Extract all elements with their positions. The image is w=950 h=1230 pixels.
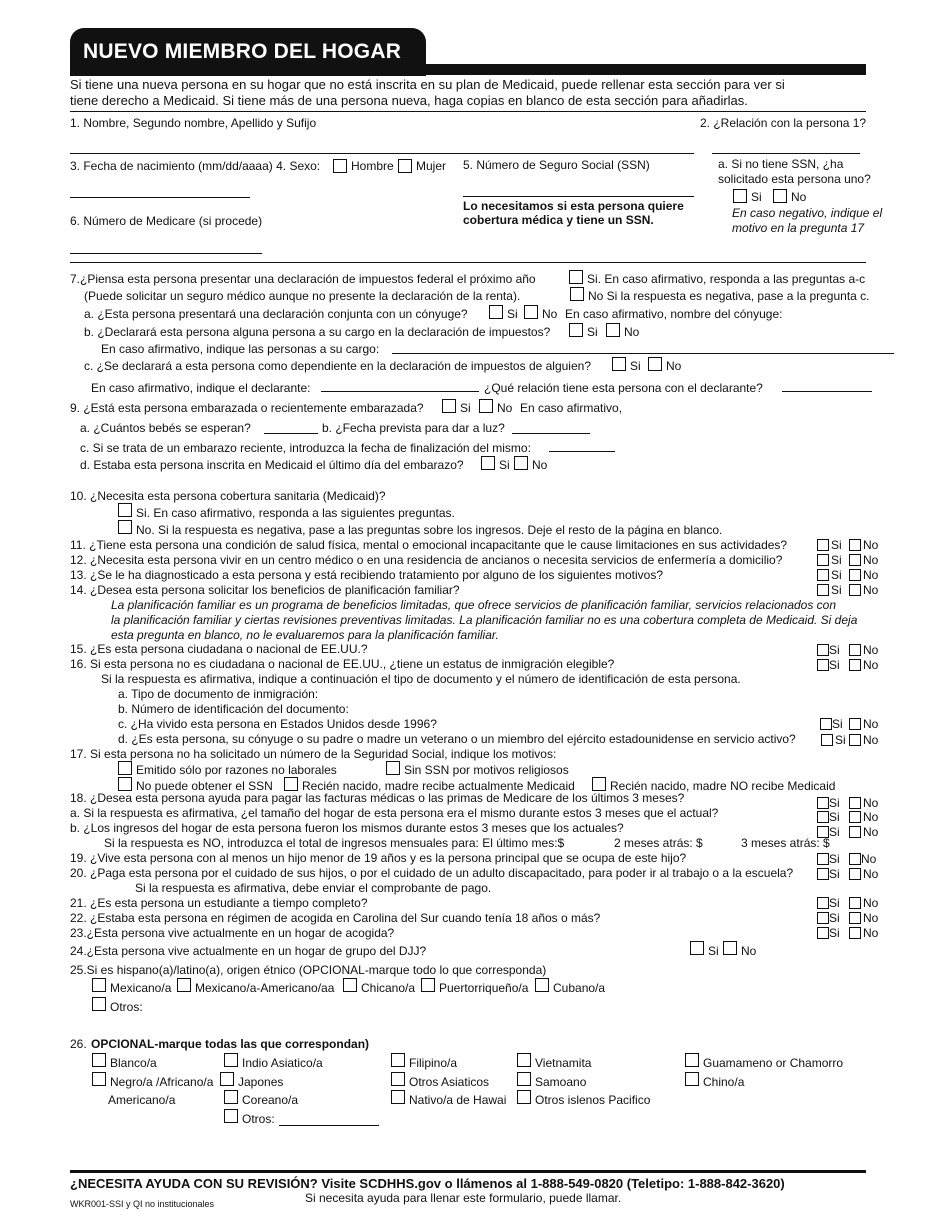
q9-text: 9. ¿Está esta persona embarazada o recientemente embarazada? bbox=[70, 401, 424, 415]
ssn-applied-no-checkbox[interactable] bbox=[773, 189, 787, 203]
q23-si-label: Si bbox=[829, 926, 840, 940]
divider bbox=[70, 262, 866, 263]
q18-si-checkbox[interactable] bbox=[817, 797, 829, 809]
q9b-text: b. ¿Fecha prevista para dar a luz? bbox=[322, 421, 505, 435]
q26-opt-otros-islenos-checkbox[interactable] bbox=[517, 1090, 531, 1104]
ssn-label: 5. Número de Seguro Social (SSN) bbox=[463, 158, 650, 172]
q11-si-checkbox[interactable] bbox=[817, 539, 829, 551]
sex-female-label: Mujer bbox=[416, 159, 447, 173]
q26-number: 26. bbox=[70, 1037, 87, 1051]
dob-sex-label: 3. Fecha de nacimiento (mm/dd/aaaa) 4. Sexo: bbox=[70, 159, 321, 173]
q7-text: 7.¿Piensa esta persona presentar una declaración de impuestos federal el próximo año bbox=[70, 272, 536, 286]
q18b-si-label: Si bbox=[829, 825, 840, 839]
q7c-si-label: Si bbox=[630, 359, 641, 373]
form-id: WKR001-SSI y QI no institucionales bbox=[70, 1199, 215, 1209]
q16c-si-checkbox[interactable] bbox=[820, 718, 832, 730]
q16b-text: b. Número de identificación del documento: bbox=[118, 702, 349, 716]
q7c-text: c. ¿Se declarará a esta persona como dependiente en la declaración de impuestos de alguien? bbox=[84, 359, 591, 373]
q25-opt-mexicano-checkbox[interactable] bbox=[92, 978, 106, 992]
intro-line-2: tiene derecho a Medicaid. Si tiene más de una persona nueva, haga copias en blanco de esta sección para añadirlas. bbox=[70, 93, 748, 108]
q26-otros-field[interactable] bbox=[279, 1125, 379, 1126]
q22-no-label: No bbox=[863, 911, 879, 925]
q17-text: 17. Si esta persona no ha solicitado un número de la Seguridad Social, indique los motivos: bbox=[70, 747, 557, 761]
q25-opt-puertorriqueno-label: Puertorriqueño/a bbox=[439, 981, 529, 995]
q26-opt-samoano-label: Samoano bbox=[535, 1075, 587, 1089]
q12-si-checkbox[interactable] bbox=[817, 554, 829, 566]
q13-no-label: No bbox=[863, 568, 879, 582]
q13-si-label: Si bbox=[831, 568, 842, 582]
q26-opt-blanco-checkbox[interactable] bbox=[92, 1053, 106, 1067]
q20-follow: Si la respuesta es afirmativa, debe enviar el comprobante de pago. bbox=[135, 881, 492, 895]
q26-opt-negro-label: Negro/a /Africano/a bbox=[110, 1075, 214, 1089]
q15-no-checkbox[interactable] bbox=[849, 644, 861, 656]
q16d-text: d. ¿Es esta persona, su cónyuge o su padre o madre un veterano o un miembro del ejército estadounidense en servicio activo? bbox=[118, 732, 796, 746]
q10-yes-label: Si. En caso afirmativo, responda a las siguientes preguntas. bbox=[136, 506, 455, 520]
q22-text: 22. ¿Estaba esta persona en régimen de acogida en Carolina del Sur cuando tenía 18 años o más? bbox=[70, 911, 601, 925]
q25-opt-otros-checkbox[interactable] bbox=[92, 997, 106, 1011]
ssn-note: Lo necesitamos si esta persona quiere cobertura médica y tiene un SSN. bbox=[463, 199, 684, 227]
q17-opt4-checkbox[interactable] bbox=[284, 777, 298, 791]
q17-opt4-label: Recién nacido, madre recibe actualmente Medicaid bbox=[302, 779, 575, 793]
ssn-applied-label-2: solicitado esta persona uno? bbox=[718, 172, 871, 186]
q19-no-label: No bbox=[861, 852, 877, 866]
ssn-applied-si-checkbox[interactable] bbox=[733, 189, 747, 203]
due-date-field[interactable] bbox=[512, 433, 590, 434]
q14-no-checkbox[interactable] bbox=[849, 584, 861, 596]
q14-si-label: Si bbox=[831, 583, 842, 597]
q16c-text: c. ¿Ha vivido esta persona en Estados Unidos desde 1996? bbox=[118, 717, 437, 731]
q7b-si-label: Si bbox=[587, 325, 598, 339]
q7b-text: b. ¿Declarará esta persona alguna persona a su cargo en la declaración de impuestos? bbox=[84, 325, 551, 339]
q26-opt-coreano-checkbox[interactable] bbox=[224, 1090, 238, 1104]
q26-opt-otros-islenos-label: Otros islenos Pacifico bbox=[535, 1093, 651, 1107]
q18a-si-checkbox[interactable] bbox=[817, 811, 829, 823]
q24-text: 24.¿Esta persona vive actualmente en un hogar de grupo del DJJ? bbox=[70, 944, 427, 958]
q9a-text: a. ¿Cuántos bebés se esperan? bbox=[80, 421, 251, 435]
q19-si-label: Si bbox=[829, 852, 840, 866]
q26-opt-blanco-label: Blanco/a bbox=[110, 1056, 157, 1070]
q18a-si-label: Si bbox=[829, 810, 840, 824]
q12-no-label: No bbox=[863, 553, 879, 567]
q16d-si-checkbox[interactable] bbox=[821, 734, 833, 746]
q18-no-checkbox[interactable] bbox=[849, 797, 861, 809]
q10-yes-checkbox[interactable] bbox=[118, 503, 132, 517]
q18b-follow: Si la respuesta es NO, introduzca el total de ingresos mensuales para: El último mes:$ bbox=[104, 836, 565, 850]
q21-text: 21. ¿Es esta persona un estudiante a tiempo completo? bbox=[70, 896, 368, 910]
footer-help: ¿NECESITA AYUDA CON SU REVISIÓN? Visite SCDHHS.gov o llámenos al 1-888-549-0820 (Teletipo: 1-888-842-3620) bbox=[70, 1176, 785, 1191]
q7c-no-label: No bbox=[666, 359, 682, 373]
q17-opt2-checkbox[interactable] bbox=[386, 761, 400, 775]
q19-text: 19. ¿Vive esta persona con al menos un hijo menor de 19 años y es la persona principal que se ocupa de este hijo? bbox=[70, 851, 687, 865]
q16-no-checkbox[interactable] bbox=[849, 659, 861, 671]
q25-text: 25.Si es hispano(a)/latino(a), origen étnico (OPCIONAL-marque todo lo que corresponda) bbox=[70, 963, 547, 977]
q18b-two-months-label: 2 meses atrás: $ bbox=[614, 836, 703, 850]
q26-opt-filipino-label: Filipino/a bbox=[409, 1056, 458, 1070]
q16d-no-label: No bbox=[863, 733, 879, 747]
q20-no-label: No bbox=[863, 867, 879, 881]
medicare-label: 6. Número de Medicare (si procede) bbox=[70, 214, 263, 228]
q11-no-label: No bbox=[863, 538, 879, 552]
q17-opt1-label: Emitido sólo por razones no laborales bbox=[136, 763, 337, 777]
q26-opt-negro-checkbox[interactable] bbox=[92, 1072, 106, 1086]
q13-text: 13. ¿Se le ha diagnosticado a esta persona y está recibiendo tratamiento por alguno de los siguientes motivos? bbox=[70, 568, 664, 582]
dependents-field[interactable] bbox=[392, 353, 894, 354]
q10-no-label: No. Si la respuesta es negativa, pase a las preguntas sobre los ingresos. Deje el resto de la página en blanco. bbox=[136, 523, 723, 537]
q18b-text: b. ¿Los ingresos del hogar de esta persona fueron los mismos durante estos 3 meses que los actuales? bbox=[70, 821, 624, 835]
q26-opt-otros-asiaticos-label: Otros Asiaticos bbox=[409, 1075, 490, 1089]
q14-si-checkbox[interactable] bbox=[817, 584, 829, 596]
q23-no-checkbox[interactable] bbox=[849, 927, 861, 939]
q20-text: 20. ¿Paga esta persona por el cuidado de sus hijos, o por el cuidado de un adulto discapacitado, para poder ir al trabajo o a la escuela? bbox=[70, 866, 794, 880]
q18-text: 18. ¿Desea esta persona ayuda para pagar las facturas médicas o las primas de Medicare de los últimos 3 meses? bbox=[70, 791, 685, 805]
q16d-si-label: Si bbox=[835, 733, 846, 747]
q16-text: 16. Si esta persona no es ciudadana o nacional de EE.UU., ¿tiene un estatus de inmigración elegible? bbox=[70, 657, 615, 671]
ssn-field[interactable] bbox=[463, 196, 694, 197]
q25-opt-otros-label: Otros: bbox=[110, 1000, 143, 1014]
q9d-si-label: Si bbox=[499, 458, 510, 472]
q26-opt-guamameno-label: Guamameno or Chamorro bbox=[703, 1056, 844, 1070]
q26-opt-otros-label: Otros: bbox=[242, 1112, 275, 1126]
q26-opt-vietnamita-checkbox[interactable] bbox=[517, 1053, 531, 1067]
babies-field[interactable] bbox=[264, 433, 318, 434]
q7c-no-checkbox[interactable] bbox=[648, 357, 662, 371]
q26-opt-chino-checkbox[interactable] bbox=[685, 1072, 699, 1086]
q26-opt-otros-asiaticos-checkbox[interactable] bbox=[391, 1072, 405, 1086]
q17-opt2-label: Sin SSN por motivos religiosos bbox=[404, 763, 569, 777]
q7a-si-label: Si bbox=[507, 307, 518, 321]
q25-opt-puertorriqueno-checkbox[interactable] bbox=[421, 978, 435, 992]
q24-si-checkbox[interactable] bbox=[690, 941, 704, 955]
q23-text: 23.¿Esta persona vive actualmente en un hogar de acogida? bbox=[70, 926, 395, 940]
q7b-follow: En caso afirmativo, indique las personas a su cargo: bbox=[101, 342, 380, 356]
q26-opt-japones-checkbox[interactable] bbox=[220, 1072, 234, 1086]
sex-male-checkbox[interactable] bbox=[333, 159, 347, 173]
q7a-text: a. ¿Esta persona presentará una declaración conjunta con un cónyuge? bbox=[84, 307, 468, 321]
q24-no-label: No bbox=[741, 944, 757, 958]
q26-text: OPCIONAL-marque todas las que correspondan) bbox=[91, 1037, 370, 1051]
q15-text: 15. ¿Es esta persona ciudadana o nacional de EE.UU.? bbox=[70, 642, 368, 656]
q15-si-label: Si bbox=[829, 643, 840, 657]
q17-opt1-checkbox[interactable] bbox=[118, 761, 132, 775]
name-field[interactable] bbox=[70, 153, 694, 154]
ssn-applied-note-2: motivo en la pregunta 17 bbox=[732, 221, 865, 235]
ssn-applied-note-1: En caso negativo, indique el bbox=[732, 206, 883, 220]
q20-si-checkbox[interactable] bbox=[817, 868, 829, 880]
q16c-si-label: Si bbox=[832, 717, 843, 731]
q16c-no-checkbox[interactable] bbox=[849, 718, 861, 730]
q7a-no-label: No bbox=[542, 307, 558, 321]
q20-si-label: Si bbox=[829, 867, 840, 881]
q7a-si-checkbox[interactable] bbox=[489, 305, 503, 319]
q16-no-label: No bbox=[863, 658, 879, 672]
intro-line-1: Si tiene una nueva persona en su hogar que no está inscrita en su plan de Medicaid, puede rellenar esta sección para ver si bbox=[70, 77, 785, 92]
section-title: NUEVO MIEMBRO DEL HOGAR bbox=[83, 40, 402, 63]
q18b-no-checkbox[interactable] bbox=[849, 826, 861, 838]
q21-si-label: Si bbox=[829, 896, 840, 910]
medicare-field[interactable] bbox=[70, 253, 262, 254]
q16-si-label: Si bbox=[829, 658, 840, 672]
ssn-applied-si-label: Si bbox=[751, 190, 762, 204]
q24-si-label: Si bbox=[708, 944, 719, 958]
q7c-si-checkbox[interactable] bbox=[612, 357, 626, 371]
q21-no-checkbox[interactable] bbox=[849, 897, 861, 909]
q17-opt3-checkbox[interactable] bbox=[118, 777, 132, 791]
q14-no-label: No bbox=[863, 583, 879, 597]
relationship-label: 2. ¿Relación con la persona 1? bbox=[700, 116, 867, 130]
filer-field[interactable] bbox=[321, 391, 479, 392]
q23-si-checkbox[interactable] bbox=[817, 927, 829, 939]
q11-text: 11. ¿Tiene esta persona una condición de salud física, mental o emocional incapacitante que le cause limitaciones en sus actividades? bbox=[70, 538, 788, 552]
q18a-no-checkbox[interactable] bbox=[849, 811, 861, 823]
q26-opt-guamameno-checkbox[interactable] bbox=[685, 1053, 699, 1067]
q22-si-label: Si bbox=[829, 911, 840, 925]
q26-opt-vietnamita-label: Vietnamita bbox=[535, 1056, 592, 1070]
q14-note-2: la planificación familiar y ciertas revisiones preventivas limitadas. La planificación familiar no es una cobertura completa de Medicaid. Si deja bbox=[111, 613, 858, 627]
q7a-no-checkbox[interactable] bbox=[524, 305, 538, 319]
q25-opt-mexicano-americano-checkbox[interactable] bbox=[177, 978, 191, 992]
q9d-si-checkbox[interactable] bbox=[481, 456, 495, 470]
q25-opt-chicano-label: Chicano/a bbox=[361, 981, 416, 995]
q9-si-checkbox[interactable] bbox=[442, 399, 456, 413]
q24-no-checkbox[interactable] bbox=[723, 941, 737, 955]
q20-no-checkbox[interactable] bbox=[849, 868, 861, 880]
footer-rule bbox=[70, 1170, 866, 1173]
q17-opt3-label: No puede obtener el SSN bbox=[136, 779, 273, 793]
q7-no-checkbox[interactable] bbox=[570, 287, 584, 301]
q18-si-label: Si bbox=[829, 796, 840, 810]
q7b-no-label: No bbox=[624, 325, 640, 339]
q7c-follow: En caso afirmativo, indique el declarante: bbox=[91, 381, 311, 395]
q9-after: En caso afirmativo, bbox=[520, 401, 623, 415]
q9c-text: c. Si se trata de un embarazo reciente, introduzca la fecha de finalización del mismo: bbox=[80, 441, 531, 455]
q17-opt5-checkbox[interactable] bbox=[592, 777, 606, 791]
q26-opt-negro-label-cont: Americano/a bbox=[108, 1093, 176, 1107]
q7-yes-label: Si. En caso afirmativo, responda a las preguntas a-c bbox=[587, 272, 866, 286]
q26-opt-nativo-hawai-label: Nativo/a de Hawai bbox=[409, 1093, 507, 1107]
q9-si-label: Si bbox=[460, 401, 471, 415]
q26-opt-japones-label: Japones bbox=[238, 1075, 284, 1089]
q26-opt-chino-label: Chino/a bbox=[703, 1075, 745, 1089]
q25-opt-chicano-checkbox[interactable] bbox=[343, 978, 357, 992]
sex-female-checkbox[interactable] bbox=[398, 159, 412, 173]
q14-text: 14. ¿Desea esta persona solicitar los beneficios de planificación familiar? bbox=[70, 583, 460, 597]
header-rule bbox=[70, 64, 866, 75]
filer-relationship-field[interactable] bbox=[782, 391, 872, 392]
q18-no-label: No bbox=[863, 796, 879, 810]
q22-si-checkbox[interactable] bbox=[817, 912, 829, 924]
q7c-rel-label: ¿Qué relación tiene esta persona con el declarante? bbox=[484, 381, 763, 395]
q13-si-checkbox[interactable] bbox=[817, 569, 829, 581]
q15-no-label: No bbox=[863, 643, 879, 657]
q25-opt-mexicano-label: Mexicano/a bbox=[110, 981, 172, 995]
q18a-text: a. Si la respuesta es afirmativa, ¿el tamaño del hogar de esta persona era el mismo durante estos 3 meses que el actual? bbox=[70, 806, 719, 820]
q11-si-label: Si bbox=[831, 538, 842, 552]
q18b-no-label: No bbox=[863, 825, 879, 839]
q10-no-checkbox[interactable] bbox=[118, 520, 132, 534]
q18b-three-months-label: 3 meses atrás: $ bbox=[741, 836, 830, 850]
q16-follow: Si la respuesta es afirmativa, indique a continuación el tipo de documento y el número de identificación de esta persona. bbox=[101, 672, 741, 686]
q17-opt5-label: Recién nacido, madre NO recibe Medicaid bbox=[610, 779, 836, 793]
q19-no-checkbox[interactable] bbox=[849, 853, 861, 865]
q16d-no-checkbox[interactable] bbox=[849, 734, 861, 746]
q22-no-checkbox[interactable] bbox=[849, 912, 861, 924]
q9d-no-label: No bbox=[532, 458, 548, 472]
q9-no-label: No bbox=[497, 401, 513, 415]
q7a-spouse-label: En caso afirmativo, nombre del cónyuge: bbox=[565, 307, 783, 321]
q9d-text: d. Estaba esta persona inscrita en Medicaid el último día del embarazo? bbox=[80, 458, 464, 472]
q26-opt-indio-asiatico-checkbox[interactable] bbox=[224, 1053, 238, 1067]
ssn-applied-label-1: a. Si no tiene SSN, ¿ha bbox=[718, 157, 844, 171]
q26-opt-nativo-hawai-checkbox[interactable] bbox=[391, 1090, 405, 1104]
q23-no-label: No bbox=[863, 926, 879, 940]
q16-si-checkbox[interactable] bbox=[817, 659, 829, 671]
q10-text: 10. ¿Necesita esta persona cobertura sanitaria (Medicaid)? bbox=[70, 489, 386, 503]
q16a-text: a. Tipo de documento de inmigración: bbox=[118, 687, 319, 701]
q26-opt-coreano-label: Coreano/a bbox=[242, 1093, 299, 1107]
q26-opt-filipino-checkbox[interactable] bbox=[391, 1053, 405, 1067]
footer-sub: Si necesita ayuda para llenar este formulario, puede llamar. bbox=[305, 1191, 622, 1205]
q12-si-label: Si bbox=[831, 553, 842, 567]
q21-no-label: No bbox=[863, 896, 879, 910]
ssn-applied-no-label: No bbox=[791, 190, 807, 204]
q9d-no-checkbox[interactable] bbox=[514, 456, 528, 470]
q9-no-checkbox[interactable] bbox=[479, 399, 493, 413]
q14-note-3: esta pregunta en blanco, no le evaluaremos para la planificación familiar. bbox=[111, 628, 499, 642]
q7-note: (Puede solicitar un seguro médico aunque no presente la declaración de la renta). bbox=[84, 289, 521, 303]
q7b-si-checkbox[interactable] bbox=[569, 323, 583, 337]
q19-si-checkbox[interactable] bbox=[817, 853, 829, 865]
pregnancy-end-field[interactable] bbox=[549, 451, 615, 452]
q25-opt-mexicano-americano-label: Mexicano/a-Americano/aa bbox=[195, 981, 335, 995]
q13-no-checkbox[interactable] bbox=[849, 569, 861, 581]
q26-opt-indio-asiatico-label: Indio Asiatico/a bbox=[242, 1056, 323, 1070]
name-label: 1. Nombre, Segundo nombre, Apellido y Sufijo bbox=[70, 116, 317, 130]
q15-si-checkbox[interactable] bbox=[817, 644, 829, 656]
q21-si-checkbox[interactable] bbox=[817, 897, 829, 909]
q26-opt-samoano-checkbox[interactable] bbox=[517, 1072, 531, 1086]
q7b-no-checkbox[interactable] bbox=[606, 323, 620, 337]
q14-note-1: La planificación familiar es un programa de beneficios limitadas, que ofrece servicios de planificación familiar, servicios relacionados con bbox=[111, 598, 837, 612]
dob-field[interactable] bbox=[70, 197, 250, 198]
q7-yes-checkbox[interactable] bbox=[569, 270, 583, 284]
q25-opt-cubano-label: Cubano/a bbox=[553, 981, 606, 995]
relationship-field[interactable] bbox=[712, 153, 860, 154]
q12-text: 12. ¿Necesita esta persona vivir en un centro médico o en una residencia de ancianos o necesita servicios de enfermería a domicilio? bbox=[70, 553, 783, 567]
q7-no-label: No Si la respuesta es negativa, pase a la pregunta c. bbox=[588, 289, 870, 303]
q11-no-checkbox[interactable] bbox=[849, 539, 861, 551]
q16c-no-label: No bbox=[863, 717, 879, 731]
sex-male-label: Hombre bbox=[351, 159, 394, 173]
q25-opt-cubano-checkbox[interactable] bbox=[535, 978, 549, 992]
divider bbox=[70, 111, 866, 112]
q26-opt-otros-checkbox[interactable] bbox=[224, 1109, 238, 1123]
q12-no-checkbox[interactable] bbox=[849, 554, 861, 566]
q18a-no-label: No bbox=[863, 810, 879, 824]
